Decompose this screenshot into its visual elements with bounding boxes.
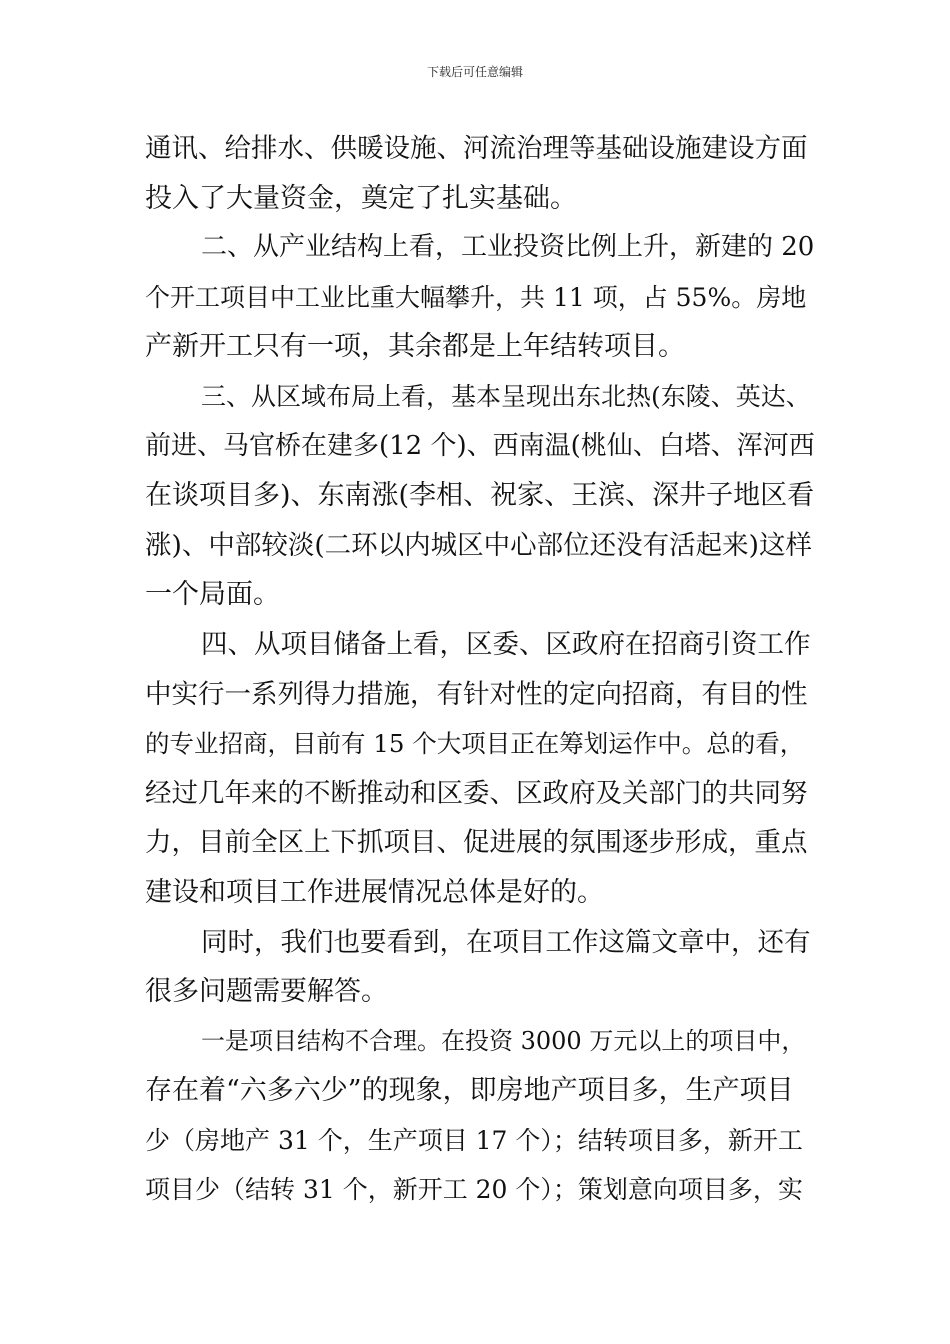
- text-line: 在谈项目多)、东南涨(李相、祝家、王滨、深井子地区看: [145, 480, 815, 512]
- text-line: 很多问题需要解答。: [145, 976, 388, 1008]
- paragraph-start-line: 二、从产业结构上看，工业投资比例上升，新建的 20: [201, 232, 815, 263]
- paragraph-start-line: 一是项目结构不合理。在投资 3000 万元以上的项目中，: [201, 1026, 806, 1055]
- text-line: 存在着“六多六少”的现象，即房地产项目多，生产项目: [145, 1075, 794, 1107]
- text-line: 少（房地产 31 个，生产项目 17 个）；结转项目多，新开工: [145, 1125, 803, 1155]
- text-line: 产新开工只有一项，其余都是上年结转项目。: [145, 331, 685, 363]
- text-line: 涨)、中部较淡(二环以内城区中心部位还没有活起来)这样: [145, 529, 813, 561]
- page-header: 下载后可任意编辑: [426, 65, 523, 79]
- text-line: 投入了大量资金，奠定了扎实基础。: [145, 182, 577, 214]
- text-line: 力，目前全区上下抓项目、促进展的氛围逐步形成，重点: [145, 827, 808, 859]
- text-line: 个开工项目中工业比重大幅攀升，共 11 项，占 55%。房地: [145, 282, 807, 312]
- text-line: 建设和项目工作进展情况总体是好的。: [145, 876, 604, 908]
- paragraph-start-line: 同时，我们也要看到，在项目工作这篇文章中，还有: [201, 926, 811, 958]
- text-line: 一个局面。: [145, 579, 280, 611]
- text-line: 通讯、给排水、供暖设施、河流治理等基础设施建设方面: [145, 133, 808, 164]
- text-line: 的专业招商，目前有 15 个大项目正在筹划运作中。总的看，: [145, 729, 805, 759]
- text-line: 中实行一系列得力措施，有针对性的定向招商，有目的性: [145, 678, 808, 710]
- paragraph-start-line: 三、从区域布局上看，基本呈现出东北热(东陵、英达、: [201, 381, 811, 411]
- text-line: 前进、马官桥在建多(12 个)、西南温(桃仙、白塔、浑河西: [145, 430, 815, 461]
- text-line: 经过几年来的不断推动和区委、区政府及关部门的共同努: [145, 777, 808, 809]
- document-body: [145, 124, 815, 1215]
- text-line: 项目少（结转 31 个，新开工 20 个）；策划意向项目多，实: [145, 1175, 803, 1205]
- paragraph-start-line: 四、从项目储备上看，区委、区政府在招商引资工作: [201, 628, 811, 660]
